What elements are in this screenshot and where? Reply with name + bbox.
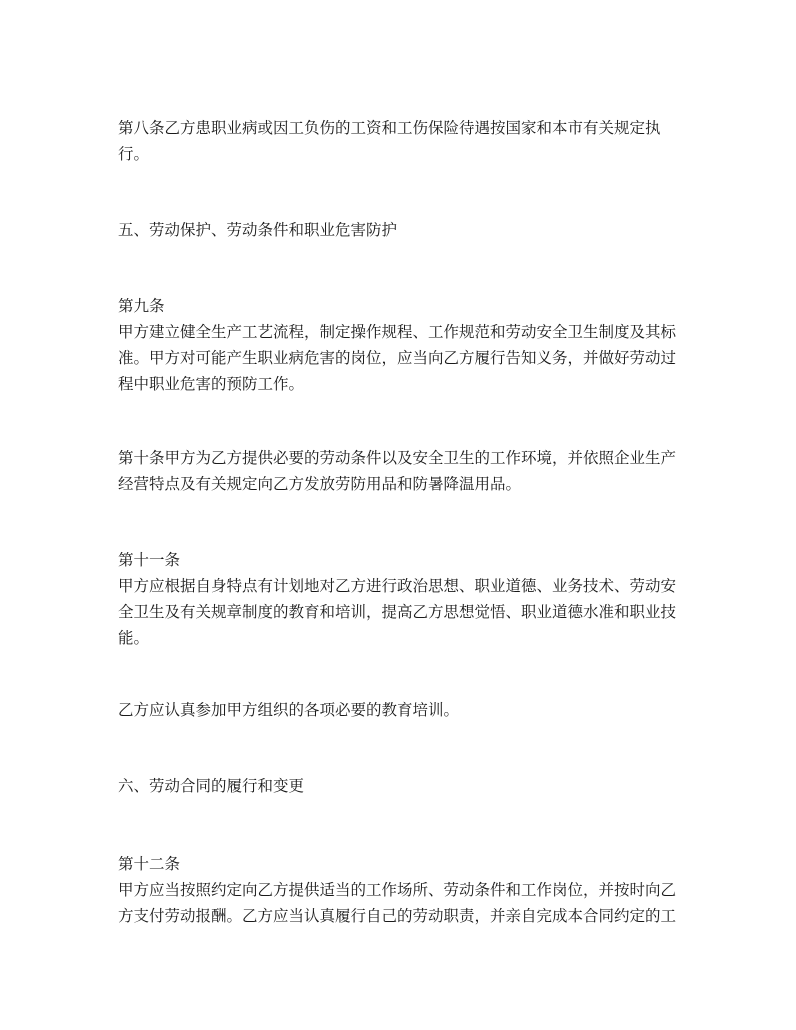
article-9-line-1: 甲方建立健全生产工艺流程，制定操作规程、工作规范和劳动安全卫生制度及其标 — [118, 323, 677, 341]
article-12-line-2: 方支付劳动报酬。乙方应当认真履行自己的劳动职责，并亲自完成本合同约定的工 — [118, 907, 677, 925]
article-12-line-1: 甲方应当按照约定向乙方提供适当的工作场所、劳动条件和工作岗位，并按时向乙 — [118, 881, 677, 899]
article-11 — [118, 547, 684, 651]
article-10-line-2: 经营特点及有关规定向乙方发放劳防用品和防暑降温用品。 — [118, 475, 522, 493]
article-8-line-2: 行。 — [118, 145, 150, 163]
article-12 — [118, 851, 684, 929]
article-9-line-3: 程中职业危害的预防工作。 — [118, 375, 305, 393]
article-11-line-1: 甲方应根据自身特点有计划地对乙方进行政治思想、职业道德、业务技术、劳动安 — [118, 577, 677, 595]
section-6-heading-text: 六、劳动合同的履行和变更 — [118, 777, 305, 795]
article-12-title: 第十二条 — [118, 855, 181, 873]
article-11-paragraph-2-text: 乙方应认真参加甲方组织的各项必要的教育培训。 — [118, 701, 460, 719]
article-9-line-2: 准。甲方对可能产生职业病危害的岗位，应当向乙方履行告知义务，并做好劳动过 — [118, 349, 677, 367]
article-9-title: 第九条 — [118, 297, 165, 315]
article-11-line-2: 全卫生及有关规章制度的教育和培训，提高乙方思想觉悟、职业道德水准和职业技 — [118, 603, 677, 621]
section-6-heading — [118, 773, 684, 799]
article-10 — [118, 445, 684, 497]
article-9 — [118, 293, 684, 397]
article-11-line-3: 能。 — [118, 629, 150, 647]
article-11-title: 第十一条 — [118, 551, 181, 569]
section-5-heading — [118, 217, 684, 243]
article-8-line-1: 第八条乙方患职业病或因工负伤的工资和工伤保险待遇按国家和本市有关规定执 — [118, 119, 661, 137]
article-10-line-1: 第十条甲方为乙方提供必要的劳动条件以及安全卫生的工作环境，并依照企业生产 — [118, 449, 677, 467]
article-11-paragraph-2 — [118, 697, 684, 723]
section-5-heading-text: 五、劳动保护、劳动条件和职业危害防护 — [118, 221, 398, 239]
article-8 — [118, 115, 684, 167]
